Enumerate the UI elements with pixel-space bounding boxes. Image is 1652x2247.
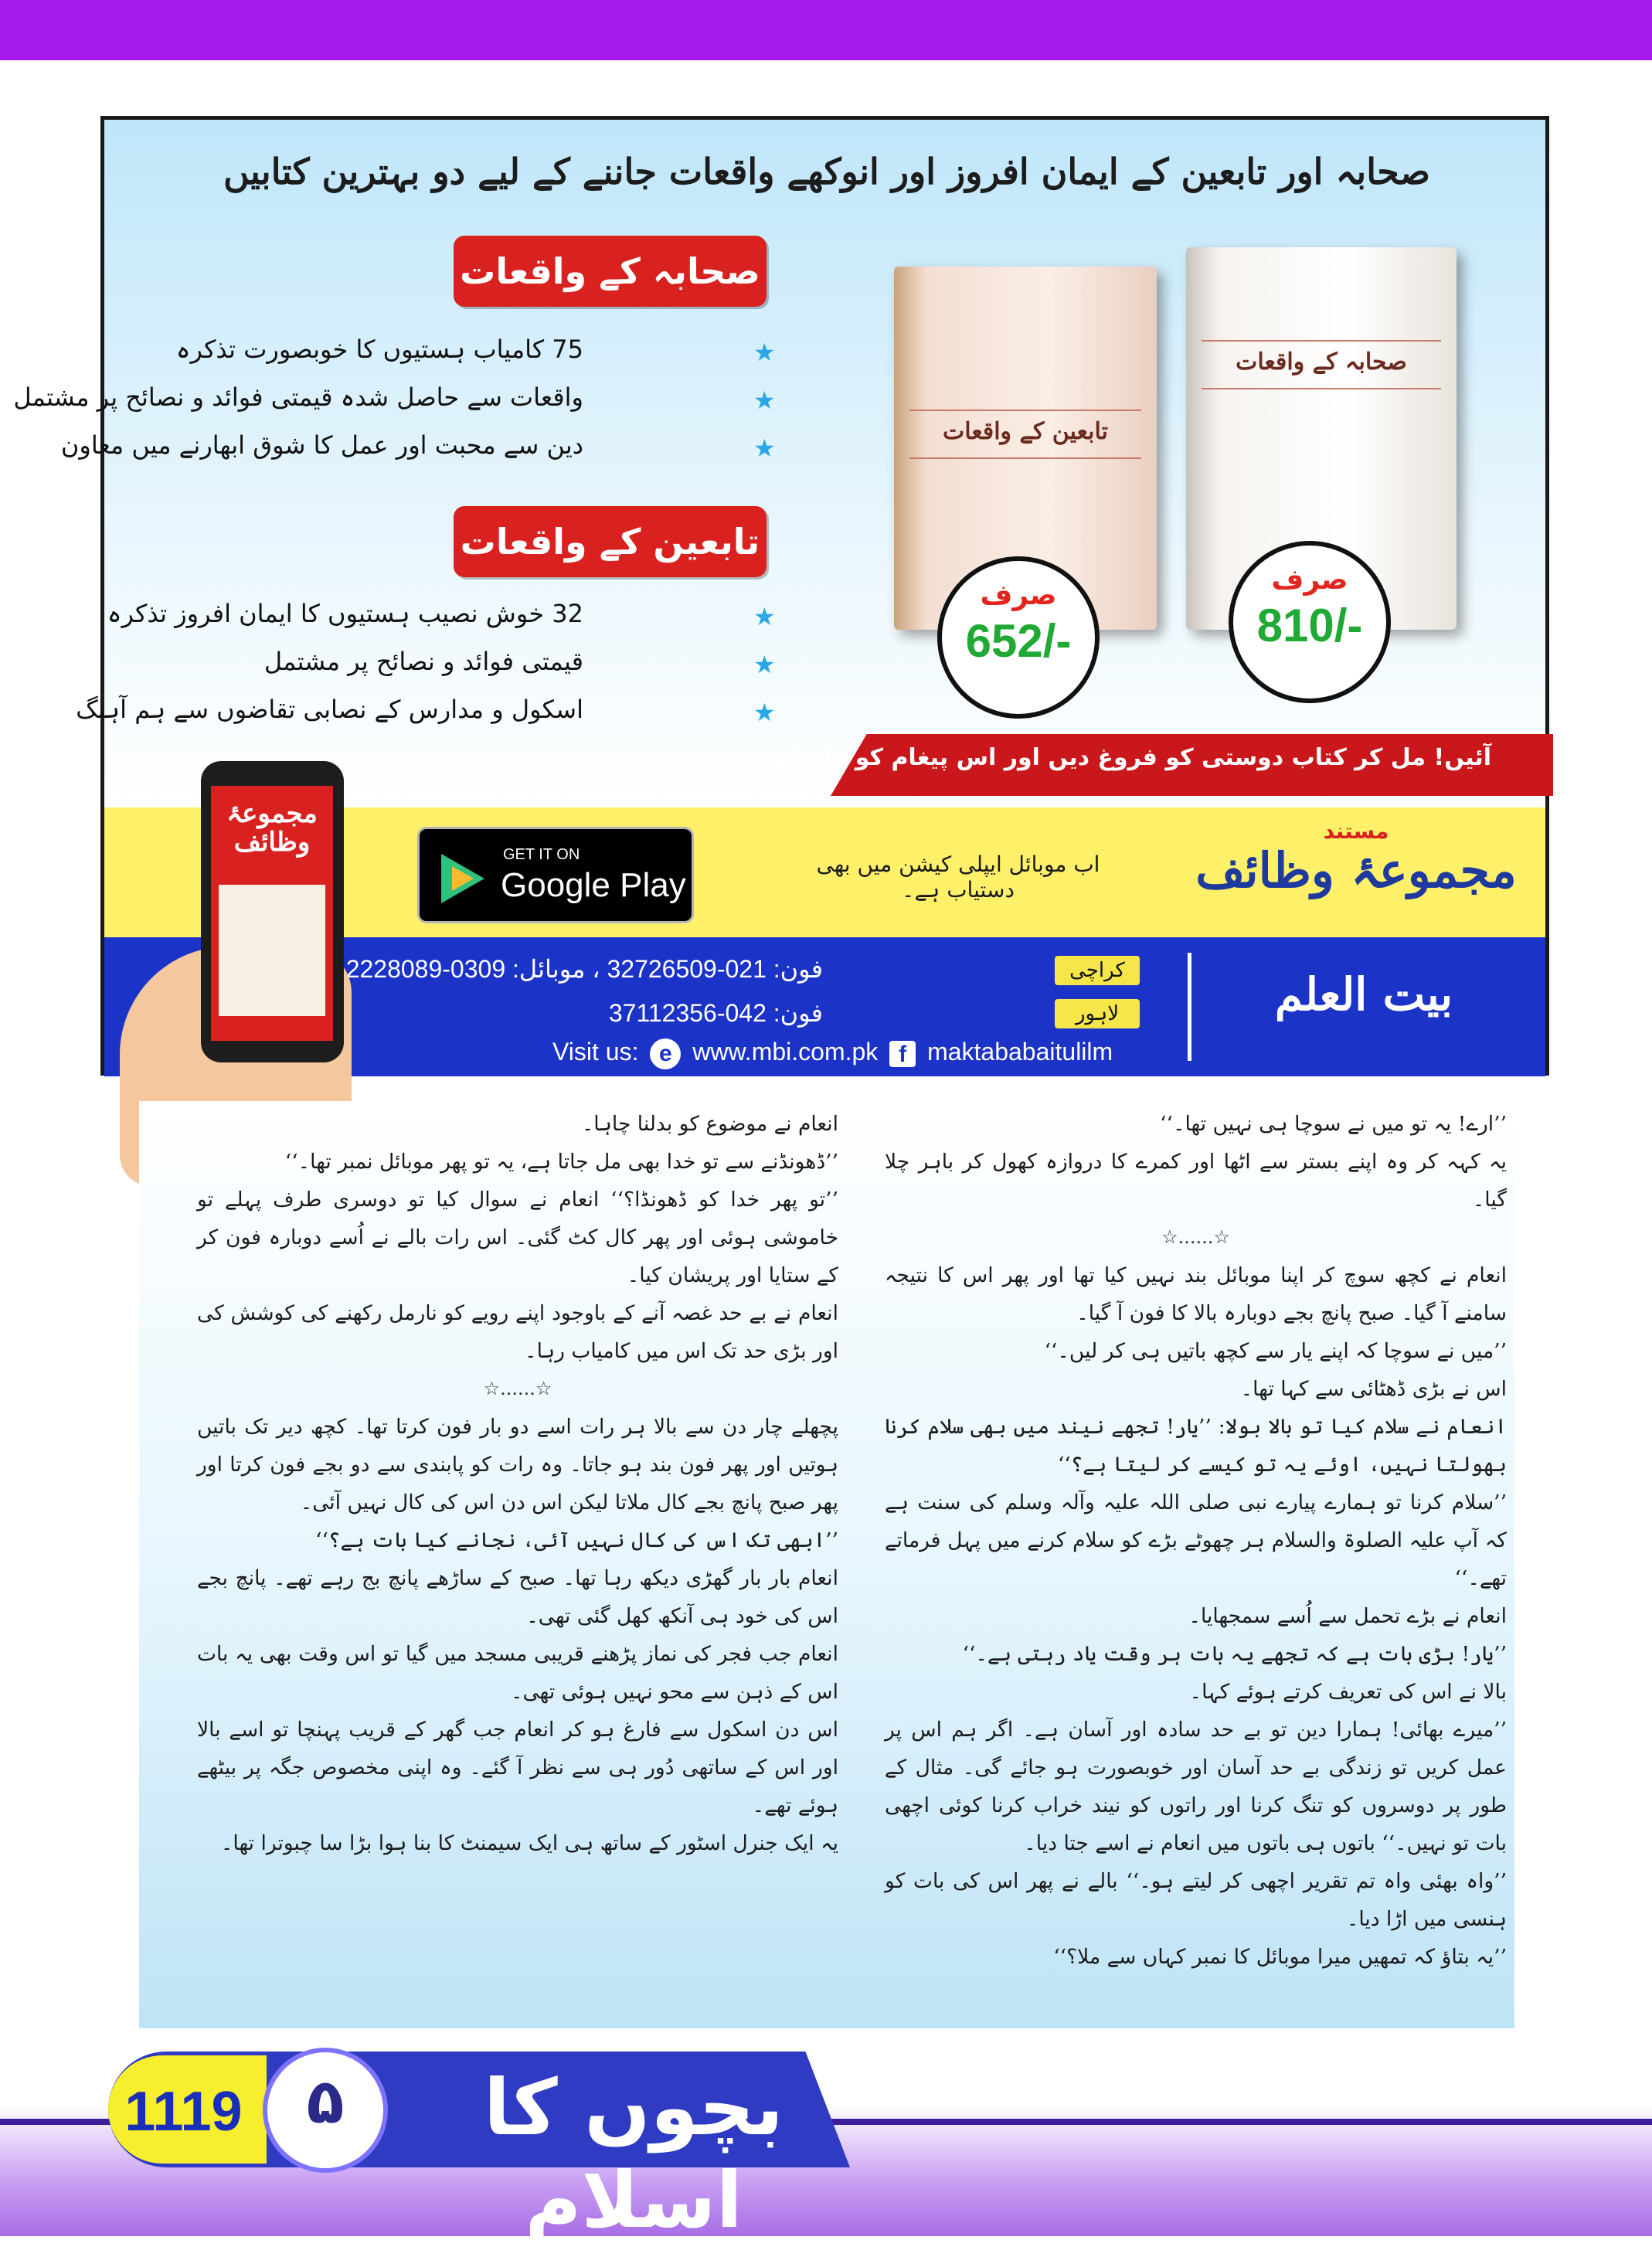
- book2-feature: قیمتی فوائد و نصائح پر مشتمل: [263, 647, 583, 676]
- facebook-link[interactable]: maktababaitulilm: [927, 1038, 1113, 1066]
- book1-feature: واقعات سے حاصل شدہ قیمتی فوائد و نصائح پر مشتمل: [13, 382, 583, 412]
- star-bullet-icon: ★: [753, 433, 776, 463]
- paragraph: انعام نے کچھ سوچ کر اپنا موبائل بند نہیں کیا تھا اور پھر اس کا نتیجہ سامنے آ گیا۔ صبح پانچ بجے دوبارہ بالا کا فون آ گیا۔: [885, 1263, 1507, 1325]
- star-bullet-icon: ★: [753, 338, 776, 367]
- book-cover-title: تابعین کے واقعات: [943, 418, 1108, 445]
- paragraph: انعام نے موضوع کو بدلنا چاہا۔: [581, 1112, 838, 1136]
- price-label: صرف: [980, 580, 1057, 611]
- web-links: [552, 1038, 1113, 1069]
- price-badge-tabieen: [937, 556, 1100, 719]
- paragraph: انعام نے بے حد غصہ آنے کے باوجود اپنے رویے کو نارمل رکھنے کی کوشش کی اور بڑی حد تک اس میں کامیاب رہا۔: [197, 1301, 838, 1363]
- book1-feature: دین سے محبت اور عمل کا شوق ابھارنے میں معاون: [60, 430, 583, 460]
- paragraph: یہ کہہ کر وہ اپنے بستر سے اٹھا اور کمرے کا دروازہ کھول کر باہر چلا گیا۔: [885, 1150, 1507, 1212]
- paragraph: ’’ڈھونڈنے سے تو خدا بھی مل جاتا ہے، یہ تو پھر موبائل نمبر تھا۔‘‘: [284, 1150, 838, 1174]
- publisher-logo: بیت العلم: [1274, 968, 1453, 1021]
- google-play-button[interactable]: [417, 827, 694, 923]
- app-logo: [1194, 815, 1518, 931]
- website-link[interactable]: www.mbi.com.pk: [692, 1038, 879, 1066]
- book2-feature: 32 خوش نصیب ہستیوں کا ایمان افروز تذکرہ: [107, 599, 583, 628]
- divider: [1188, 953, 1191, 1061]
- slogan-text: آئیں! مل کر کتاب دوستی کو فروغ دیں اور اس پیغام کو عام کریں۔: [726, 744, 1491, 771]
- google-play-small-text: GET IT ON: [503, 846, 580, 863]
- city-tag-lahore: لاہور: [1055, 999, 1140, 1028]
- google-play-big-text: Google Play: [501, 866, 686, 904]
- paragraph: ’’یہ بتاؤ کہ تمھیں میرا موبائل کا نمبر کہاں سے ملا؟‘‘: [1053, 1945, 1507, 1969]
- facebook-icon: f: [889, 1041, 916, 1067]
- paragraph: انعام بار بار گھڑی دیکھ رہا تھا۔ صبح کے ساڑھے پانچ بج رہے تھے۔ پانچ بجے اس کی خود ہی آنکھ کھل گئی تھی۔: [197, 1566, 838, 1628]
- advert-headline: صحابہ اور تابعین کے ایمان افروز اور انوکھے واقعات جاننے کے لیے دو بہترین کتابیں: [223, 151, 1430, 192]
- section-break: ☆......☆: [1161, 1226, 1230, 1248]
- book2-tag: تابعین کے واقعات: [454, 506, 767, 577]
- book2-feature: اسکول و مدارس کے نصابی تقاضوں سے ہم آہنگ: [76, 695, 583, 724]
- price-badge-sahaba: [1229, 541, 1391, 703]
- app-logo-title: مجموعۂ وظائف: [1195, 842, 1517, 899]
- star-bullet-icon: ★: [753, 698, 776, 727]
- phone-screen-title: مجموعۂ وظائف: [226, 798, 318, 858]
- paragraph: ’’سلام کرنا تو ہمارے پیارے نبی صلی اللہ علیہ وآلہ وسلم کی سنت ہے کہ آپ علیہ الصلوۃ والسلام ہر چھوٹے بڑے کو سلام کرنے میں پہل فرماتے تھے۔‘‘: [885, 1491, 1507, 1590]
- paragraph: اس دن اسکول سے فارغ ہو کر انعام جب گھر کے قریب پہنچا تو اسے بالا اور اس کے ساتھی دُور ہی سے نظر آ گئے۔ وہ اپنی مخصوص جگہ پر بیٹھے ہوئے تھے۔: [197, 1718, 838, 1817]
- star-bullet-icon: ★: [753, 386, 776, 415]
- star-bullet-icon: ★: [753, 650, 776, 679]
- paragraph: اس نے بڑی ڈھٹائی سے کہا تھا۔: [1240, 1377, 1507, 1401]
- website-icon: e: [650, 1039, 681, 1069]
- issue-number: ۵: [306, 2065, 345, 2137]
- book-cover-title: صحابہ کے واقعات: [1236, 348, 1407, 376]
- paragraph: ’’ابھی تک اس کی کال نہیں آئی، نجانے کیا بات ہے؟‘‘: [315, 1528, 838, 1552]
- price-value: 652/-: [965, 615, 1072, 667]
- book-advertisement: [13, 116, 1549, 1076]
- paragraph: پچھلے چار دن سے بالا ہر رات اسے دو بار فون کرتا تھا۔ کچھ دیر تک باتیں ہوتیں اور پھر فون بند ہو جاتا۔ وہ رات کو پابندی سے دو بجے فون کرتا اور پھر صبح پانچ بجے کال ملاتا لیکن اس دن اس کی کال نہیں آئی۔: [197, 1415, 838, 1514]
- paragraph: ’’واہ بھئی واہ تم تقریر اچھی کر لیتے ہو۔‘‘ بالے نے پھر اس کی بات کو ہنسی میں اڑا دیا۔: [885, 1869, 1507, 1931]
- paragraph: انعام نے سلام کیا تو بالا بولا: ’’یار! تجھے نیند میں بھی سلام کرنا بھولتا نہیں، اوئے یہ تو کیسے کر لیتا ہے؟‘‘: [885, 1415, 1507, 1477]
- paragraph: ’’میں نے سوچا کہ اپنے یار سے کچھ باتیں ہی کر لیں۔‘‘: [1044, 1339, 1507, 1363]
- paragraph: انعام نے بڑے تحمل سے اُسے سمجھایا۔: [1188, 1604, 1507, 1628]
- paragraph: ’’یار! بڑی بات ہے کہ تجھے یہ بات ہر وقت یاد رہتی ہے۔‘‘: [962, 1642, 1507, 1666]
- article-column-left: [197, 1105, 838, 1862]
- paragraph: ’’میرے بھائی! ہمارا دین تو بے حد سادہ اور آسان ہے۔ اگر ہم اس پر عمل کریں تو زندگی بے حد آسان اور خوبصورت ہو جائے گی۔ مثال کے طور پر دوسروں کو تنگ کرنا اور راتوں کو نیند خراب کرنا کوئی اچھی بات تو نہیں۔‘‘ باتوں ہی باتوں میں انعام نے اسے جتا دیا۔: [885, 1718, 1507, 1855]
- book1-tag: صحابہ کے واقعات: [454, 236, 767, 307]
- visit-label: Visit us:: [552, 1038, 639, 1066]
- section-break: ☆......☆: [483, 1378, 552, 1399]
- price-label: صرف: [1271, 564, 1348, 596]
- phone-karachi: فون: 021-32726509 ، موبائل: 0309-2228089: [345, 955, 823, 983]
- magazine-title: بچوں کا اسلام: [483, 2062, 784, 2245]
- mobile-app-note: اب موبائل ایپلی کیشن میں بھی دستیاب ہے۔: [816, 852, 1100, 903]
- city-tag-karachi: کراچی: [1055, 956, 1140, 985]
- app-logo-small: مستند: [1323, 818, 1389, 844]
- paragraph: بالا نے اس کی تعریف کرتے ہوئے کہا۔: [1189, 1680, 1507, 1704]
- article-column-right: [885, 1105, 1507, 1976]
- page-number: 1119: [124, 2081, 243, 2143]
- top-color-band: [0, 0, 1652, 60]
- star-bullet-icon: ★: [753, 602, 776, 631]
- price-value: 810/-: [1256, 600, 1363, 651]
- paragraph: انعام جب فجر کی نماز پڑھنے قریبی مسجد میں گیا تو اس وقت بھی یہ بات اس کے ذہن سے محو نہیں ہوئی تھی۔: [197, 1642, 838, 1704]
- phone-lahore: فون: 042-37112356: [608, 999, 823, 1027]
- phone-screen-panel: [219, 885, 325, 1016]
- book1-feature: 75 کامیاب ہستیوں کا خوبصورت تذکرہ: [175, 335, 583, 364]
- paragraph: ’’تو پھر خدا کو ڈھونڈا؟‘‘ انعام نے سوال کیا تو دوسری طرف پہلے تو خاموشی ہوئی اور پھر کال کٹ گئی۔ اس رات بالے نے اُسے دوبارہ فون کر کے ستایا اور پریشان کیا۔: [197, 1188, 838, 1287]
- paragraph: یہ ایک جنرل اسٹور کے ساتھ ہی ایک سیمنٹ کا بنا ہوا بڑا سا چبوترا تھا۔: [220, 1831, 838, 1855]
- paragraph: ’’ارے! یہ تو میں نے سوچا ہی نہیں تھا۔‘‘: [1160, 1112, 1507, 1136]
